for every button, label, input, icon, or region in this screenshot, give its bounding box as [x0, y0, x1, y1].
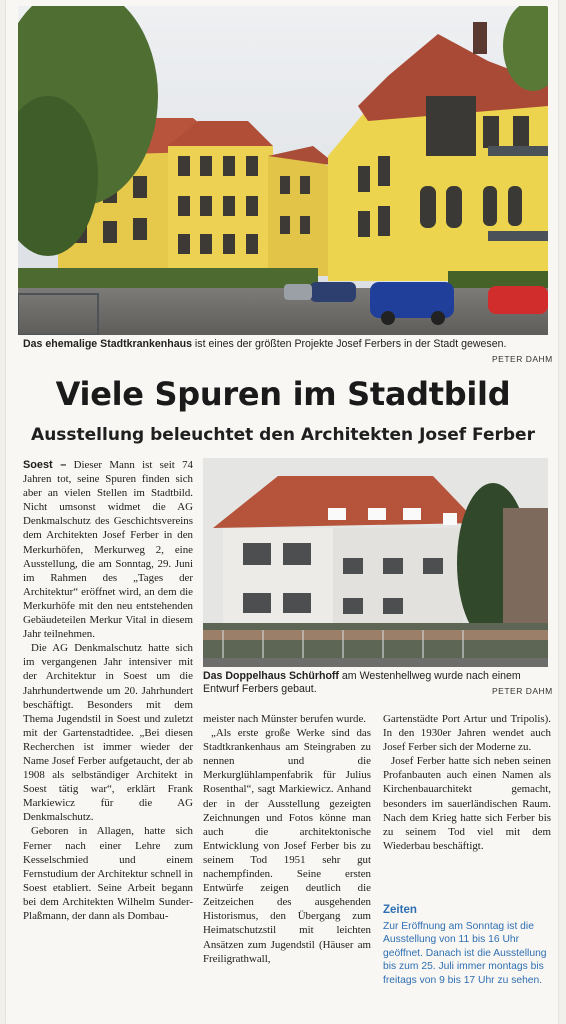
dateline: Soest – [23, 459, 67, 471]
photo-stadtkrankenhaus [18, 6, 548, 335]
paragraph: Gartenstädte Port Artur und Tripolis). In den 1930er Jahren wendet auch Josef Ferber sich der Moderne zu. [383, 713, 551, 754]
infobox-title: Zeiten [383, 904, 417, 916]
photo-top-credit: PETER DAHM [492, 354, 553, 364]
paragraph: Geboren in Allagen, hatte sich Ferner nach einer Lehre zum Kesselschmied und einem Fernstudium der Architektur schnell in Soest etabliert. Seine Arbeit begann bei dem Architekten Wilhelm Sunder-Plaßmann, der dann als Dombau- [23, 825, 193, 922]
paragraph: meister nach Münster berufen wurde. [203, 713, 366, 725]
photo-doppelhaus-schuerhoff [203, 458, 548, 667]
paragraph: Soest – Dieser Mann ist seit 74 Jahren tot, seine Spuren finden sich aber an vielen Stellen im Stadtbild. Nicht umsonst widmet die AG Denkmalschutz des Geschichtsvereins dem Architekten Josef Ferber in den Merkurhöfen, Merkurweg 2, eine Ausstellung, die am Sonntag, 29. Juni im Rahmen des „Tages der Architektur“ eröffnet wird, an dem die Merkurhöfe mit den neu entstehenden Gebäudeteilen Merkur Vital in diesem Jahr teilnehmen. [23, 459, 193, 641]
article-column-1 [23, 458, 193, 923]
paragraph: Josef Ferber hatte sich neben seinen Profanbauten auch einen Namen als Kirchenbauarchitekt gemacht, besonders im sauerländischen Raum. Nach dem Krieg hatte sich Ferber bis zu seinem Tod viel mit dem Wiederbau beschäftigt. [383, 755, 551, 852]
paragraph: Die AG Denkmalschutz hatte sich im vergangenen Jahr intensiver mit der Architektur in Soest um die Jahrhundertwende um 20. Jahrhundert beschäftigt. Besonders mit dem Thema Jugendstil in Soest und zuletzt mit der Gartenstadtidee. „Bei diesen Recherchen ist immer wieder der Name Josef Ferber aufgetaucht, der ab 1908 als selbständiger Architekt in Soest tätig war“, erklärt Frank Markiewicz für die AG Denkmalschutz. [23, 642, 193, 824]
photo-mid-caption: Das Doppelhaus Schürhoff am Westenhellweg wurde nach einem Entwurf Ferbers gebaut. [203, 670, 521, 695]
infobox-text: Zur Eröffnung am Sonntag ist die Ausstellung von 11 bis 16 Uhr geöffnet. Danach ist die Ausstellung bis zum 25. Juli immer montags bis freitags von 9 bis 17 Uhr zu sehen. [383, 921, 547, 986]
photo-top-caption: Das ehemalige Stadtkrankenhaus ist eines der größten Projekte Josef Ferbers in der Stadt gewesen. [23, 338, 507, 350]
article-column-3 [383, 712, 551, 853]
subheadline: Ausstellung beleuchtet den Architekten Josef Ferber [31, 425, 535, 445]
photo-mid-credit: PETER DAHM [492, 686, 553, 696]
headline: Viele Spuren im Stadtbild [55, 375, 511, 413]
paragraph: „Als erste große Werke sind das Stadtkrankenhaus am Steingraben zu nennen und die Merkurglühlampenfabrik für Julius Rosenthal“, sagt Markiewicz. Anhand der in der Ausstellung gezeigten Zeichnungen und Fotos könne man auch die architektonische Entwicklung von Josef Ferber bis zu seinem Tod 1951 sehr gut nachempfinden. Seine ersten Entwürfe zeigen deutlich die Zeitzeichen des ausgehenden Historismus, den Übergang zum Heimatschutzstil mit leichten Ansätzen zum Jugendstil (Häuser am Freiligrathwall, [203, 727, 371, 965]
article-column-2 [203, 712, 371, 966]
